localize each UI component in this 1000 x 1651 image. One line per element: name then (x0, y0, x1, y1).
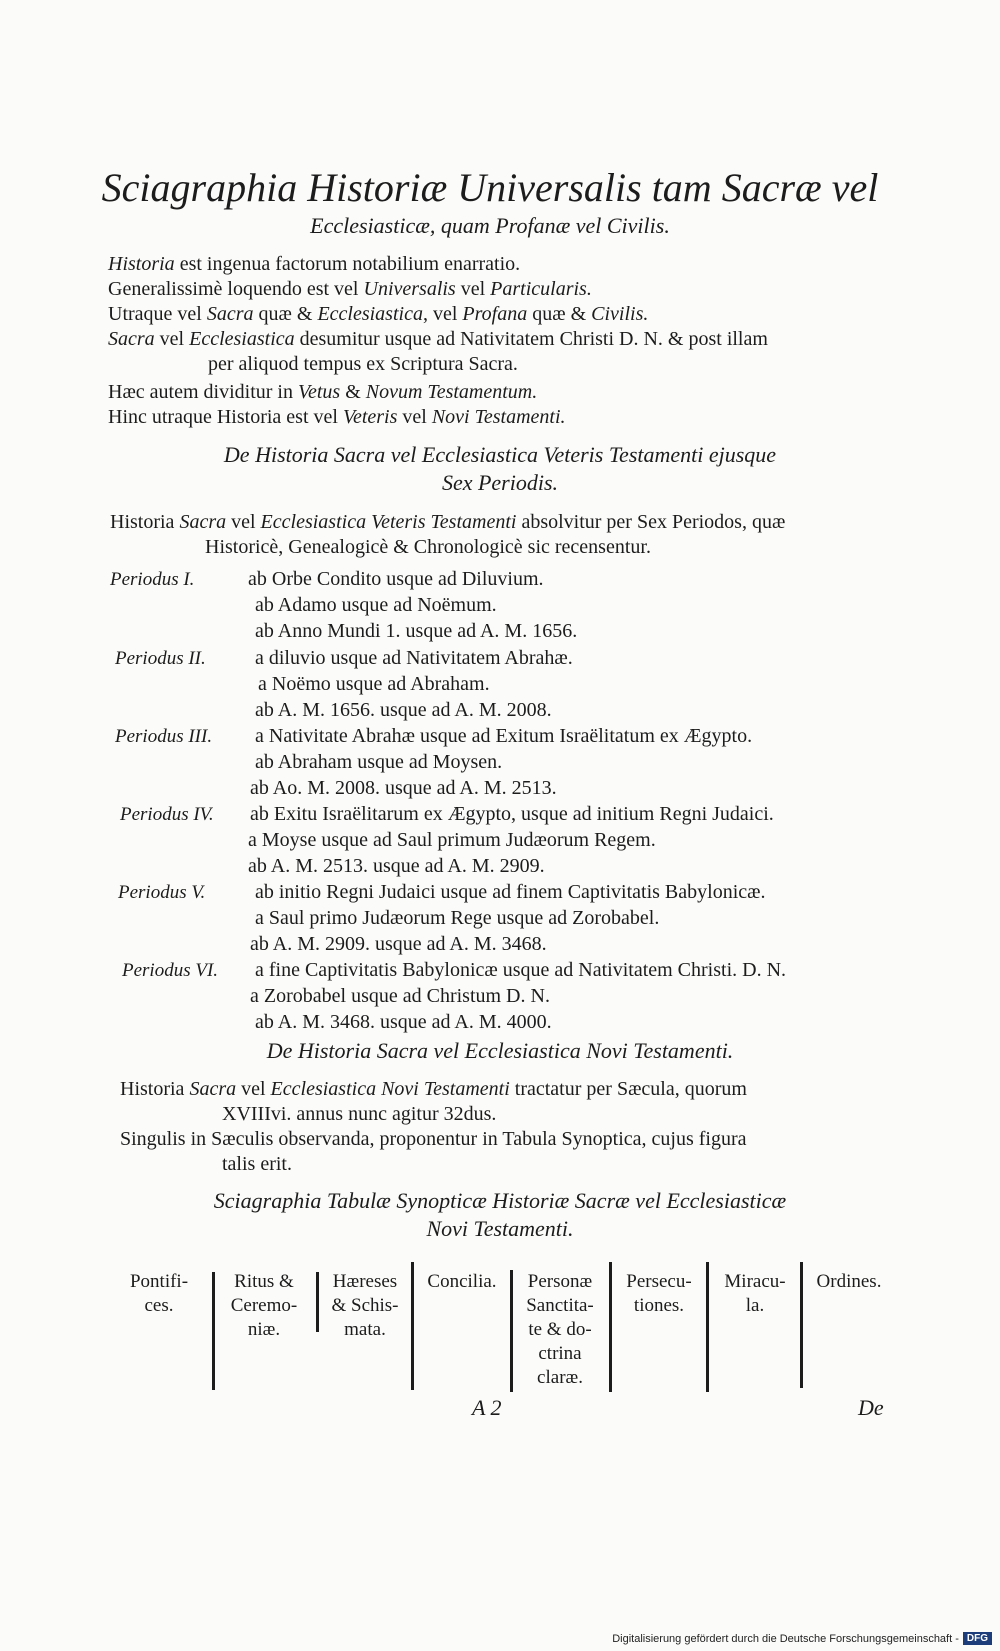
period-label: Periodus V. (118, 882, 206, 903)
period-line: ab initio Regni Judaici usque ad finem Captivitatis Babylonicæ. (255, 881, 766, 903)
intro-line-6: Hæc autem dividitur in Vetus & Novum Testamentum. (108, 381, 538, 403)
column-haereses: Hæreses & Schis- mata. (331, 1271, 399, 1340)
vt-text-line-2: Historicè, Genealogicè & Chronologicè sic recensentur. (205, 536, 651, 558)
period-line: ab Ao. M. 2008. usque ad A. M. 2513. (250, 777, 557, 799)
period-line: a diluvio usque ad Nativitatem Abrahæ. (255, 647, 573, 669)
nt-text-line-1: Historia Sacra vel Ecclesiastica Novi Testamenti tractatur per Sæcula, quorum (120, 1078, 747, 1100)
column-divider (800, 1262, 803, 1388)
intro-line-5: per aliquod tempus ex Scriptura Sacra. (208, 353, 518, 375)
period-line: a Moyse usque ad Saul primum Judæorum Regem. (248, 829, 656, 851)
column-concilia: Concilia. (427, 1271, 497, 1292)
period-line: a Saul primo Judæorum Rege usque ad Zorobabel. (255, 907, 660, 929)
period-line: ab A. M. 1656. usque ad A. M. 2008. (255, 699, 552, 721)
tabula-heading-line-1: Sciagraphia Tabulæ Synopticæ Historiæ Sacræ vel Ecclesiasticæ (213, 1188, 787, 1213)
period-line: a Zorobabel usque ad Christum D. N. (250, 985, 550, 1007)
page-title: Sciagraphia Historiæ Universalis tam Sacræ vel (101, 165, 879, 210)
column-pontifices: Pontifi- ces. (129, 1271, 189, 1316)
intro-line-4: Sacra vel Ecclesiastica desumitur usque ad Nativitatem Christi D. N. & post illam (108, 328, 768, 350)
catchword: De (858, 1395, 884, 1420)
vt-heading-line-1: De Historia Sacra vel Ecclesiastica Veteris Testamenti ejusque (223, 442, 777, 467)
period-line: ab Orbe Condito usque ad Diluvium. (248, 568, 544, 590)
tabula-heading-line-2: Novi Testamenti. (426, 1216, 574, 1241)
nt-heading: De Historia Sacra vel Ecclesiastica Novi Testamenti. (266, 1038, 734, 1063)
period-label: Periodus I. (110, 569, 195, 590)
nt-text-line-4: talis erit. (222, 1153, 292, 1175)
period-line: a fine Captivitatis Babylonicæ usque ad Nativitatem Christi. D. N. (255, 959, 787, 981)
period-label: Periodus IV. (120, 804, 214, 825)
period-line: ab Anno Mundi 1. usque ad A. M. 1656. (255, 620, 578, 642)
period-line: a Nativitate Abrahæ usque ad Exitum Israëlitatum ex Ægypto. (255, 725, 753, 747)
period-line: ab Abraham usque ad Moysen. (255, 751, 503, 773)
intro-line-7: Hinc utraque Historia est vel Veteris vel Novi Testamenti. (108, 406, 566, 428)
nt-text-line-2: XVIIIvi. annus nunc agitur 32dus. (222, 1103, 497, 1125)
period-line: ab A. M. 3468. usque ad A. M. 4000. (255, 1011, 552, 1033)
column-ordines: Ordines. (816, 1271, 882, 1292)
intro-line-1: Historia est ingenua factorum notabilium enarratio. (108, 253, 521, 275)
period-line: ab Exitu Israëlitarum ex Ægypto, usque ad initium Regni Judaici. (250, 803, 774, 825)
period-line: a Noëmo usque ad Abraham. (258, 673, 490, 695)
period-label: Periodus III. (115, 726, 213, 747)
column-divider (411, 1262, 414, 1390)
column-miracula: Miracu- la. (724, 1271, 786, 1316)
digitization-footer (612, 1632, 992, 1645)
period-line: ab A. M. 2909. usque ad A. M. 3468. (250, 933, 547, 955)
column-persecutiones: Persecu- tiones. (626, 1271, 692, 1316)
column-divider (706, 1262, 709, 1392)
vt-text-line-1: Historia Sacra vel Ecclesiastica Veteris Testamenti absolvitur per Sex Periodos, quæ (110, 511, 786, 533)
signature-mark: A 2 (472, 1395, 502, 1420)
nt-text-line-3: Singulis in Sæculis observanda, proponentur in Tabula Synoptica, cujus figura (120, 1128, 747, 1150)
intro-line-2: Generalissimè loquendo est vel Universalis vel Particularis. (108, 278, 592, 300)
column-personae: Personæ Sanctita- te & do- ctrina claræ. (526, 1271, 594, 1388)
period-line: ab A. M. 2513. usque ad A. M. 2909. (248, 855, 545, 877)
column-ritus: Ritus & Ceremo- niæ. (230, 1271, 298, 1340)
intro-line-3: Utraque vel Sacra quæ & Ecclesiastica, vel Profana quæ & Civilis. (108, 303, 649, 325)
page-subtitle: Ecclesiasticæ, quam Profanæ vel Civilis. (310, 213, 670, 238)
period-label: Periodus II. (115, 648, 206, 669)
period-label: Periodus VI. (122, 960, 219, 981)
dfg-logo: DFG (963, 1632, 992, 1645)
footer-text: Digitalisierung gefördert durch die Deutsche Forschungsgemeinschaft - (612, 1632, 959, 1645)
column-divider (316, 1272, 319, 1332)
column-divider (510, 1270, 513, 1392)
column-divider (212, 1272, 215, 1390)
vt-heading-line-2: Sex Periodis. (441, 470, 559, 495)
period-line: ab Adamo usque ad Noëmum. (255, 594, 497, 616)
